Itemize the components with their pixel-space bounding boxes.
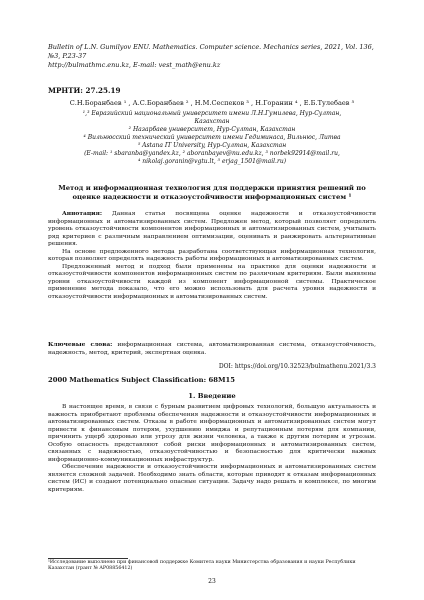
section-heading: 1. Введение (188, 392, 236, 400)
page-number: 23 (208, 578, 216, 585)
body-paragraph: В настоящее время, в связи с бурным развитием цифровых технологий, большую актуальность и важность приобретают проблемы обеспечения надежности и отказоустойчивости информационных и автоматизированных систем. Отказы в работе информационных и автоматизированных систем могут привести к финансовым потерям, ухудшению имиджа и репутационным потерям для компании, причинить ущерб здоровью или угрозу для жизни человека, а также к другим потерям и угрозам. Особую опасность представляют собой риски информационных и автоматизированных систем, связанных с надежностью, отказоустойчивостью и безопасностью для критически важных информационно-коммуникационных инфраструктур. (48, 404, 376, 463)
keywords (48, 341, 376, 357)
footnote: ¹Исследование выполнено при финансовой поддержке Комитета науки Министерства образования и науки Республики Казахстан (грант № AP08856412) (48, 560, 356, 571)
mrnti-code: МРНТИ: 27.25.19 (48, 86, 121, 95)
footnote-rule (48, 558, 128, 559)
msc-classification: 2000 Mathematics Subject Classification: 68M15 (48, 376, 235, 384)
keywords-text: информационная система, автоматизированная система, отказоустойчивость, надежность, метод, критерий, экспертная оценка. (48, 342, 377, 356)
affiliation-line: ⁴ Вильнюсский технический университет имени Гедиминаса, Вильнюс, Литва (83, 134, 341, 141)
abstract-paragraph: Предложенный метод и подход были применены на практике для оценки надежности и отказоустойчивости компонентов информационных систем по различным критериям. Были выявлены уровни отказоустойчивости каждой из компонент информационной системы. Практическое применение метода показало, что его можно использовать для расчета уровня надежности и отказоустойчивости информационных и автоматизированных систем. (48, 263, 376, 300)
paper-title: Метод и информационная технология для поддержки принятия решений по оценке надежности и отказоустойчивости информационных систем ¹ (58, 184, 366, 201)
author-list: С.Н.Боранбаев ¹ , А.С.Боранбаев ² , Н.М.Сеспеков ³ , Н.Горанин ⁴ , Е.Б.Тулебаев ⁵ (69, 99, 355, 107)
body-text (48, 404, 376, 494)
affiliation-line: ⁵ Astana IT University, Нур-Султан, Казахстан (137, 142, 287, 149)
journal-header (48, 43, 376, 70)
body-paragraph: Обеспечение надежности и отказоустойчивости информационных и автоматизированных систем является сложной задачей. Необходимо знать области, которые приводят к отказам информационных систем (ИС) и создают потенциально опасные ситуации. Задачу надо решать в комплексе, по многим критериям. (48, 464, 376, 493)
affiliation-line: ¹,³ Евразийский национальный университет имени Л.Н.Гумилева, Нур-Султан, (82, 110, 342, 117)
abstract-paragraph: На основе предложенного метода разработана соответствующая информационная технология, которая позволяет определять надежность работы информационных и автоматизированных систем. (48, 248, 376, 262)
affiliation-line: ⁴ nikolaj.goranin@vgtu.lt, ⁵ erjag_1501@mail.ru) (137, 158, 287, 165)
keywords-label: Ключевые слова: (48, 341, 113, 348)
doi-link[interactable]: DOI: https://doi.org/10.32523/bulmathenu.2021/3.3 (218, 363, 376, 370)
affiliation-line: (E-mail: ¹ sbaranba@yandex.kz, ² aboranbayev@nu.edu.kz, ³ norbek92914@mail.ru, (84, 150, 340, 157)
journal-contact: http://bulmathmc.enu.kz, E-mail: vest_math@enu.kz (48, 61, 221, 69)
affiliation-line: ² Назарбаев университет, Нур-Султан, Казахстан (128, 126, 296, 133)
journal-citation: Bulletin of L.N. Gumilyov ENU. Mathematics. Computer science. Mechanics series, 2021, Vol. 136, №3, P.23-37 (48, 43, 374, 60)
affiliations (48, 110, 376, 166)
affiliation-line: Казахстан (194, 118, 230, 125)
abstract-paragraph: Данная статья посвящена оценке надежности и отказоустойчивости информационных и автоматизированных систем. Предложен метод, который позволяет определить уровень отказоустойчивости компонентов информационных и автоматизированных систем, учитывать ряд критериев с различным направлением оптимизации, оценивать и ранжировать альтернативные решения. (48, 211, 376, 247)
abstract-label: Аннотация: (62, 210, 103, 217)
abstract (48, 210, 376, 301)
